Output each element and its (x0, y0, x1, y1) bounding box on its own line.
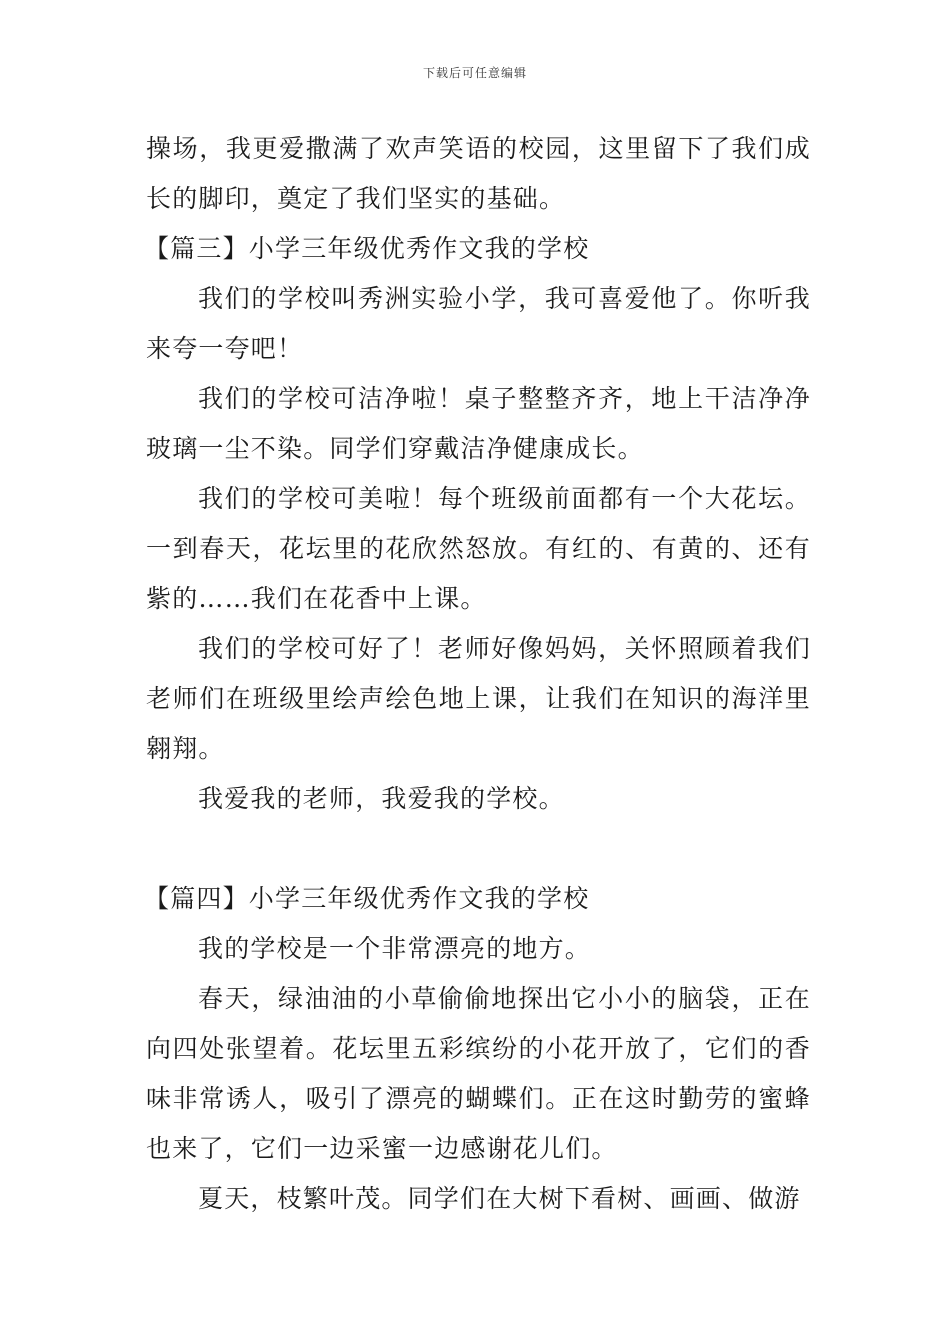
paragraph: 我的学校是一个非常漂亮的地方。 (198, 934, 592, 963)
paragraph: 我们的学校可美啦！每个班级前面都有一个大花坛。一到春天，花坛里的花欣然怒放。有红的、有黄的、还有紫的……我们在花香中上课。 (146, 484, 811, 613)
paragraph: 夏天，枝繁叶茂。同学们在大树下看树、画画、做游 (198, 1184, 801, 1213)
paragraph: 我爱我的老师，我爱我的学校。 (198, 784, 565, 813)
document-body (146, 124, 811, 1224)
paragraph: 我们的学校可洁净啦！桌子整整齐齐，地上干洁净净玻璃一尘不染。同学们穿戴洁净健康成长。 (146, 384, 811, 463)
section-heading-4: 【篇四】小学三年级优秀作文我的学校 (144, 884, 590, 913)
section-heading-3: 【篇三】小学三年级优秀作文我的学校 (144, 234, 590, 263)
paragraph: 我们的学校可好了！老师好像妈妈，关怀照顾着我们老师们在班级里绘声绘色地上课，让我们在知识的海洋里翱翔。 (146, 634, 811, 763)
paragraph-continuation: 操场，我更爱撒满了欢声笑语的校园，这里留下了我们成长的脚印，奠定了我们坚实的基础。 (146, 134, 811, 213)
page-header: 下载后可任意编辑 (422, 66, 527, 80)
paragraph: 春天，绿油油的小草偷偷地探出它小小的脑袋，正在向四处张望着。花坛里五彩缤纷的小花开放了，它们的香味非常诱人，吸引了漂亮的蝴蝶们。正在这时勤劳的蜜蜂也来了，它们一边采蜜一边感谢花儿们。 (146, 984, 811, 1163)
blank-line (146, 824, 811, 874)
paragraph: 我们的学校叫秀洲实验小学，我可喜爱他了。你听我来夸一夸吧！ (146, 284, 811, 363)
